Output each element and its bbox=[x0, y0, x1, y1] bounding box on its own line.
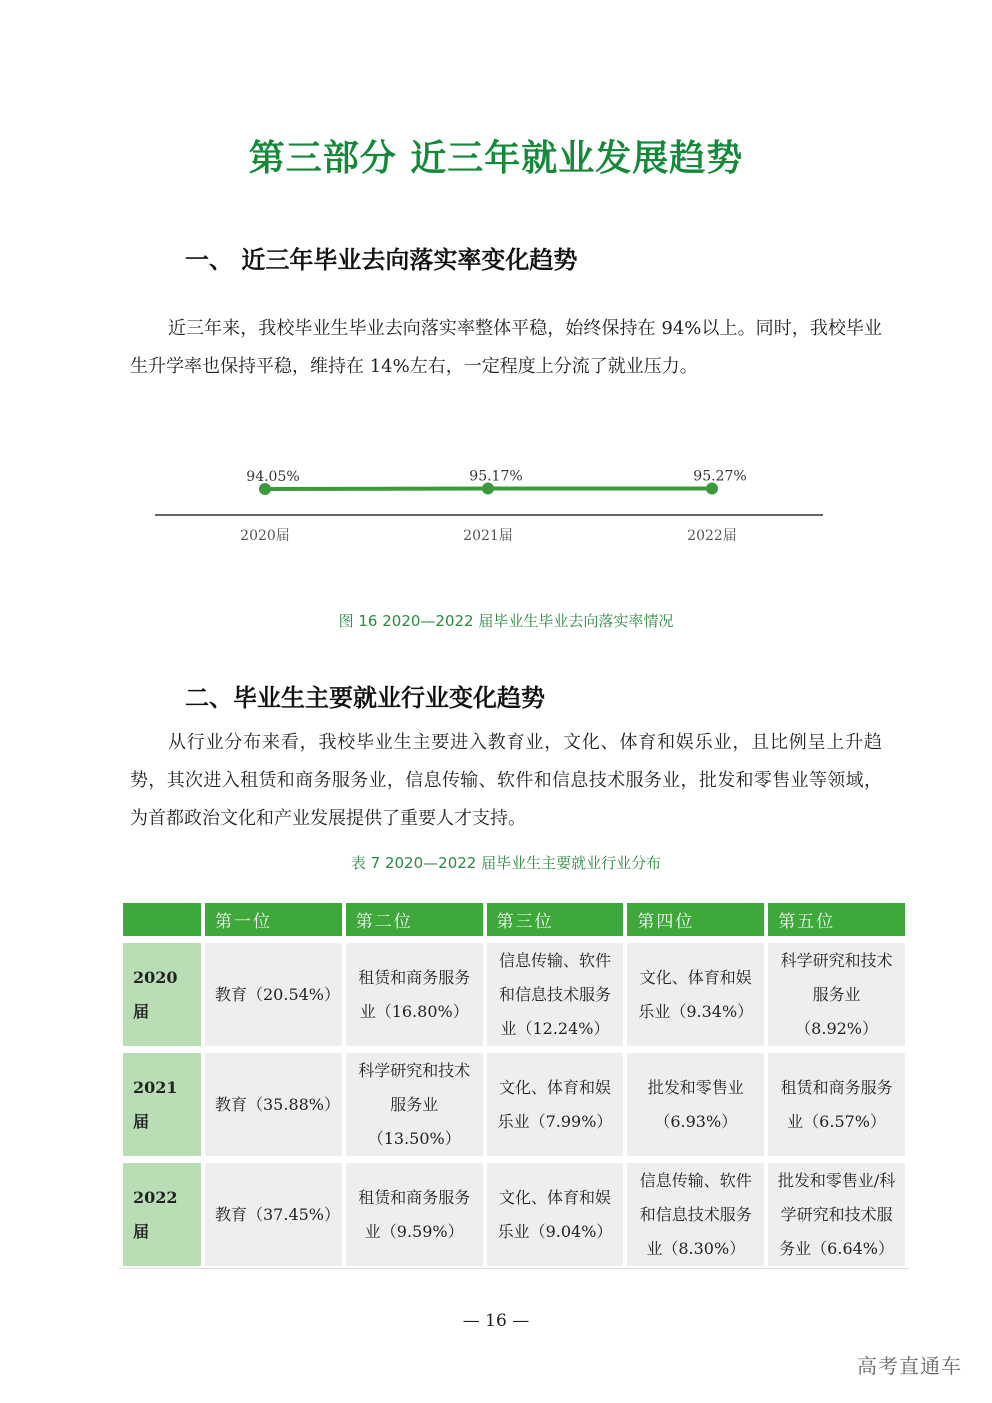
table-cell: 租赁和商务服务业（6.57%） bbox=[768, 1053, 905, 1156]
table-cell: 批发和零售业/科学研究和技术服务业（6.64%） bbox=[768, 1163, 905, 1266]
figure-caption: 图 16 2020—2022 届毕业生毕业去向落实率情况 bbox=[338, 612, 674, 630]
data-label: 95.27% bbox=[693, 468, 747, 485]
table-cell: 文化、体育和娱乐业（9.34%） bbox=[627, 943, 764, 1046]
header-corner bbox=[123, 903, 201, 936]
section2-paragraph: 从行业分布来看，我校毕业生主要进入教育业，文化、体育和娱乐业，且比例呈上升趋势，其次进入租赁和商务服务业，信息传输、软件和信息技术服务业，批发和零售业等领域，为首都政治文化和产业发展提供了重要人才支持。 bbox=[130, 732, 882, 829]
x-tick-label: 2020届 bbox=[240, 528, 290, 544]
placement-rate-chart bbox=[140, 450, 840, 560]
header-rank-2: 第二位 bbox=[346, 903, 483, 936]
watermark: 高考直通车 bbox=[857, 1354, 962, 1378]
x-tick-label: 2022届 bbox=[687, 528, 737, 544]
table-cell: 教育（20.54%） bbox=[205, 943, 342, 1046]
table-header-row bbox=[123, 903, 905, 936]
table-cell: 科学研究和技术服务业（8.92%） bbox=[768, 943, 905, 1046]
table-cell: 科学研究和技术服务业（13.50%） bbox=[346, 1053, 483, 1156]
header-rank-3: 第三位 bbox=[487, 903, 624, 936]
data-label: 95.17% bbox=[469, 468, 523, 485]
row-year: 2020 届 bbox=[123, 943, 201, 1046]
table-row bbox=[123, 943, 905, 1046]
section1-paragraph: 近三年来，我校毕业生毕业去向落实率整体平稳，始终保持在 94%以上。同时，我校毕业生升学率也保持平稳，维持在 14%左右，一定程度上分流了就业压力。 bbox=[130, 318, 882, 377]
section1-heading: 一、 近三年毕业去向落实率变化趋势 bbox=[185, 246, 578, 274]
table-caption: 表 7 2020—2022 届毕业生主要就业行业分布 bbox=[350, 854, 662, 872]
page-number: — 16 — bbox=[462, 1311, 530, 1331]
x-tick-label: 2021届 bbox=[463, 528, 513, 544]
row-year: 2022 届 bbox=[123, 1163, 201, 1266]
header-rank-1: 第一位 bbox=[205, 903, 342, 936]
table-cell: 租赁和商务服务业（16.80%） bbox=[346, 943, 483, 1046]
row-year: 2021 届 bbox=[123, 1053, 201, 1156]
table-cell: 教育（35.88%） bbox=[205, 1053, 342, 1156]
data-label: 94.05% bbox=[246, 469, 300, 485]
table-cell: 信息传输、软件和信息技术服务业（8.30%） bbox=[627, 1163, 764, 1266]
industry-table bbox=[119, 896, 909, 1273]
section2-heading: 二、毕业生主要就业行业变化趋势 bbox=[185, 684, 545, 712]
table-row bbox=[123, 1163, 905, 1266]
page-title: 第三部分 近三年就业发展趋势 bbox=[248, 138, 744, 179]
table-cell: 文化、体育和娱乐业（9.04%） bbox=[487, 1163, 624, 1266]
table-cell: 批发和零售业（6.93%） bbox=[627, 1053, 764, 1156]
header-rank-5: 第五位 bbox=[768, 903, 905, 936]
table-cell: 教育（37.45%） bbox=[205, 1163, 342, 1266]
table-cell: 文化、体育和娱乐业（7.99%） bbox=[487, 1053, 624, 1156]
table-cell: 信息传输、软件和信息技术服务业（12.24%） bbox=[487, 943, 624, 1046]
table-row bbox=[123, 1053, 905, 1156]
table-bottom-rule bbox=[119, 1268, 909, 1269]
table-cell: 租赁和商务服务业（9.59%） bbox=[346, 1163, 483, 1266]
header-rank-4: 第四位 bbox=[627, 903, 764, 936]
